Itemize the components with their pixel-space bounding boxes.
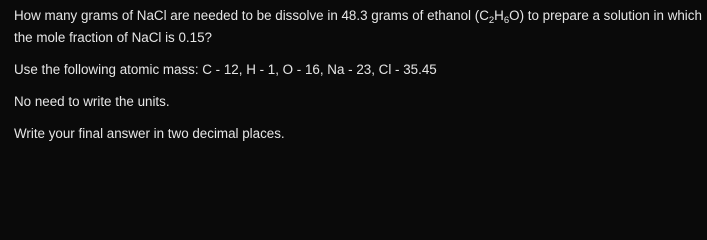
atomic-mass-text: Use the following atomic mass: C - 12, H - 1, O - 16, Na - 23, Cl - 35.45 [14,62,437,77]
formula-oxygen: O [509,8,520,23]
units-note: No need to write the units. [14,94,170,109]
ethanol-formula [479,8,520,26]
question-line-1 [14,5,707,27]
question-text-end: ) to prepare a solution in which [519,8,702,23]
units-paragraph [14,91,707,113]
question-paragraph [14,5,707,49]
formula-carbon-count: 2 [488,15,495,26]
formula-carbon: C [479,8,489,23]
answer-format-note: Write your final answer in two decimal places. [14,126,285,141]
question-line-2: the mole fraction of NaCl is 0.15? [14,30,212,45]
question-text-start: How many grams of NaCl are needed to be dissolve in 48.3 grams of ethanol ( [14,8,480,23]
formula-hydrogen-count: 6 [503,15,510,26]
atomic-mass-paragraph [14,59,707,81]
formula-hydrogen: H [494,8,504,23]
answer-format-paragraph [14,123,707,145]
